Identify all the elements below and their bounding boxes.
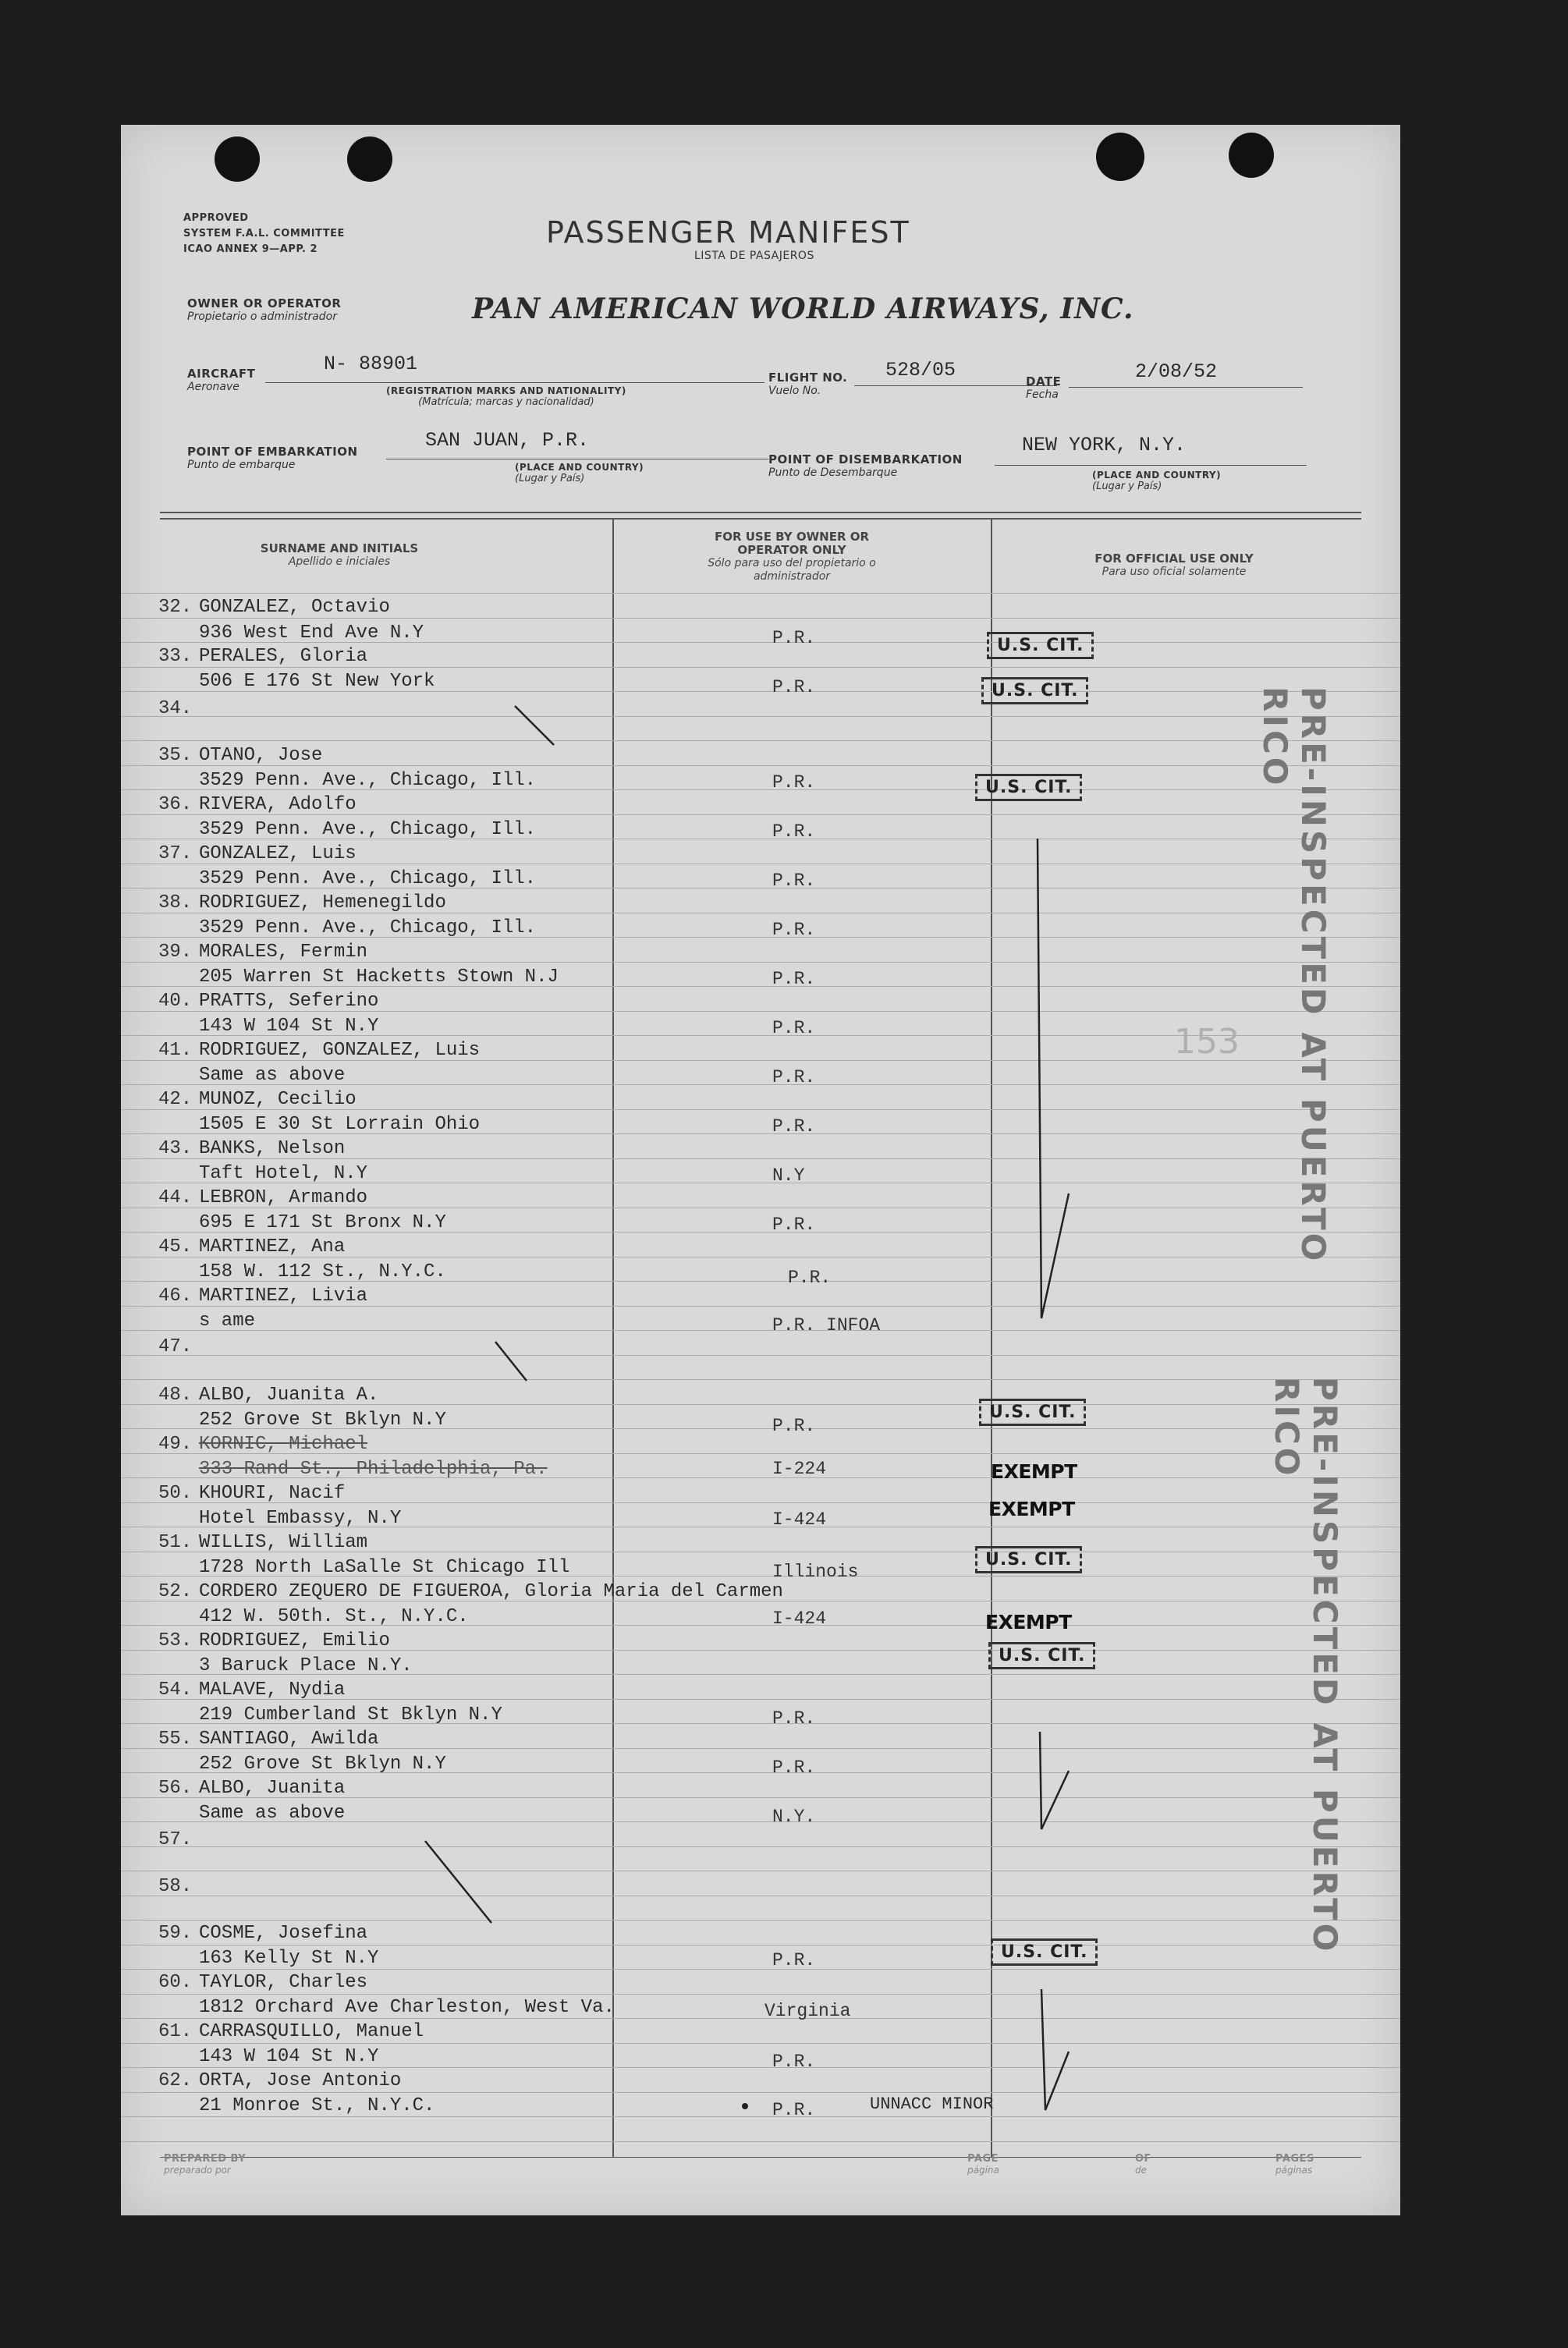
approval-line-1: APPROVED	[183, 212, 249, 224]
owner-note: P.R.	[772, 2052, 816, 2072]
col-header-surname-es: Apellido e iniciales	[288, 555, 391, 568]
ruled-line	[121, 1846, 1400, 1847]
page-title: PASSENGER MANIFEST	[546, 215, 910, 250]
ruled-line	[121, 618, 1400, 619]
passenger-name: MARTINEZ, Livia	[199, 1286, 368, 1307]
embark-label-es: Punto de embarque	[187, 459, 296, 471]
col-header-official	[1065, 552, 1283, 579]
col-header-official-es: Para uso oficial solamente	[1102, 566, 1247, 578]
exempt-stamp: EXEMPT	[988, 1498, 1075, 1520]
col-header-owner-text: FOR USE BY OWNER OR OPERATOR ONLY	[714, 530, 870, 557]
passenger-name: CARRASQUILLO, Manuel	[199, 2021, 424, 2042]
passenger-name: TAYLOR, Charles	[199, 1972, 368, 1993]
owner-note: P.R.	[772, 1950, 816, 1970]
embark-place-note-text: (PLACE AND COUNTRY)	[515, 462, 644, 473]
passenger-address: 695 E 171 St Bronx N.Y	[199, 1212, 446, 1233]
col-header-surname-text: SURNAME AND INITIALS	[260, 541, 419, 555]
owner-note: P.R.	[772, 920, 816, 940]
owner-note: P.R.	[772, 871, 816, 891]
ruled-line	[121, 740, 1400, 741]
passenger-address: 506 E 176 St New York	[199, 671, 435, 692]
ruled-line	[121, 716, 1400, 717]
row-number: 59.	[158, 1923, 193, 1944]
ruled-line	[121, 1969, 1400, 1970]
row-number: 37.	[158, 843, 193, 864]
passenger-name: COSME, Josefina	[199, 1923, 368, 1944]
row-number: 47.	[158, 1336, 193, 1357]
embark-label-text: POINT OF EMBARKATION	[187, 445, 358, 459]
passenger-name: MORALES, Fermin	[199, 942, 368, 963]
header-rule-bottom	[160, 518, 1361, 520]
of-label	[1135, 2153, 1151, 2176]
passenger-name: LEBRON, Armando	[199, 1187, 368, 1208]
row-number: 50.	[158, 1483, 193, 1504]
row-number: 55.	[158, 1729, 193, 1750]
passenger-address: 252 Grove St Bklyn N.Y	[199, 1410, 446, 1431]
aircraft-label	[187, 367, 255, 393]
owner-note: P.R.	[772, 1215, 816, 1235]
registration-note-text: (REGISTRATION MARKS AND NATIONALITY)	[386, 385, 626, 396]
row-number: 36.	[158, 794, 193, 815]
us-cit-stamp: U.S. CIT.	[988, 1642, 1095, 1669]
passenger-name: OTANO, Jose	[199, 745, 323, 766]
owner-note: I-224	[772, 1459, 827, 1479]
us-cit-stamp: U.S. CIT.	[991, 1938, 1098, 1966]
passenger-name: MUNOZ, Cecilio	[199, 1089, 357, 1110]
owner-label	[187, 296, 341, 323]
slash-mark	[425, 1841, 491, 1923]
row-number: 53.	[158, 1630, 193, 1651]
row-number: 56.	[158, 1778, 193, 1799]
aircraft-value: N- 88901	[324, 353, 418, 375]
owner-note: I-424	[772, 1509, 827, 1530]
disembark-place-note	[1092, 470, 1221, 492]
owner-note: P.R.	[772, 1018, 816, 1038]
punch-hole	[1096, 133, 1144, 181]
row-number: 60.	[158, 1972, 193, 1993]
of-label-es: de	[1135, 2165, 1147, 2176]
registration-note	[386, 385, 626, 408]
owner-label-es: Propietario o administrador	[187, 310, 337, 323]
ruled-line	[121, 1355, 1400, 1356]
row-number: 54.	[158, 1679, 193, 1701]
row-number: 52.	[158, 1581, 193, 1602]
row-number: 35.	[158, 745, 193, 766]
row-number: 41.	[158, 1040, 193, 1061]
disembark-place-note-es: (Lugar y País)	[1092, 481, 1162, 492]
embark-label	[187, 445, 358, 471]
row-number: 49.	[158, 1434, 193, 1455]
passenger-address: s ame	[199, 1311, 256, 1332]
date-line	[1069, 387, 1303, 388]
pre-inspected-stamp: PRE-INSPECTED AT PUERTO RICO	[1256, 686, 1332, 1264]
ruled-line	[121, 593, 1400, 594]
check-mark	[1040, 1732, 1069, 1829]
col-header-owner	[702, 530, 882, 583]
passenger-address: 3529 Penn. Ave., Chicago, Ill.	[199, 917, 537, 938]
flight-label-es: Vuelo No.	[768, 385, 821, 397]
passenger-address: 143 W 104 St N.Y	[199, 2046, 379, 2067]
passenger-address: 158 W. 112 St., N.Y.C.	[199, 1261, 446, 1282]
disembark-value: NEW YORK, N.Y.	[1022, 434, 1187, 456]
passenger-name: ALBO, Juanita	[199, 1778, 346, 1799]
passenger-address: 1812 Orchard Ave Charleston, West Va.	[199, 1997, 615, 2018]
passenger-name: ALBO, Juanita A.	[199, 1385, 379, 1406]
passenger-name: BANKS, Nelson	[199, 1138, 346, 1159]
passenger-address: 333 Rand St., Philadelphia, Pa.	[199, 1459, 548, 1480]
us-cit-stamp: U.S. CIT.	[975, 1546, 1082, 1573]
passenger-name: KORNIC, Michael	[199, 1434, 368, 1455]
row-number: 48.	[158, 1385, 193, 1406]
row-number: 51.	[158, 1532, 193, 1553]
punch-hole	[347, 137, 392, 182]
passenger-address: 3529 Penn. Ave., Chicago, Ill.	[199, 868, 537, 889]
passenger-name: SANTIAGO, Awilda	[199, 1729, 379, 1750]
passenger-address: Taft Hotel, N.Y	[199, 1163, 368, 1184]
us-cit-stamp: U.S. CIT.	[975, 774, 1082, 801]
ruled-line	[121, 2116, 1400, 2117]
passenger-name: GONZALEZ, Luis	[199, 843, 357, 864]
owner-note: P.R.	[772, 772, 816, 793]
faint-page-number: 153	[1174, 1022, 1240, 1062]
passenger-name: WILLIS, William	[199, 1532, 368, 1553]
ruled-line	[121, 2043, 1400, 2044]
slash-mark	[515, 706, 554, 745]
owner-note: P.R.	[772, 2100, 816, 2120]
owner-note: P.R.	[772, 1757, 816, 1778]
row-number: 32.	[158, 597, 193, 618]
passenger-address: 412 W. 50th. St., N.Y.C.	[199, 1606, 469, 1627]
of-label-text: OF	[1135, 2153, 1151, 2165]
approval-line-2: SYSTEM F.A.L. COMMITTEE	[183, 228, 345, 239]
column-rule-2	[991, 519, 992, 2157]
passenger-address: 163 Kelly St N.Y	[199, 1948, 379, 1969]
punch-hole	[215, 137, 260, 182]
row-number: 40.	[158, 991, 193, 1012]
date-label-es: Fecha	[1026, 388, 1059, 401]
owner-note: P.R. INFOA	[772, 1315, 881, 1335]
passenger-name: CORDERO ZEQUERO DE FIGUEROA, Gloria Maria del Carmen	[199, 1581, 783, 1602]
ruled-line	[121, 667, 1400, 668]
flight-label-text: FLIGHT NO.	[768, 371, 848, 385]
col-header-surname	[215, 542, 464, 569]
owner-note: P.R.	[788, 1268, 832, 1288]
page-label-text: PAGE	[967, 2153, 999, 2165]
us-cit-stamp: U.S. CIT.	[979, 1399, 1086, 1426]
aircraft-line	[265, 382, 764, 383]
disembark-label	[768, 452, 963, 479]
owner-note: N.Y.	[772, 1807, 816, 1827]
row-number: 38.	[158, 892, 193, 913]
row-number: 43.	[158, 1138, 193, 1159]
ruled-line	[121, 2092, 1400, 2093]
row-number: 57.	[158, 1829, 193, 1850]
row-number: 44.	[158, 1187, 193, 1208]
owner-note: P.R.	[772, 969, 816, 989]
disembark-line	[995, 465, 1307, 466]
passenger-address: Same as above	[199, 1065, 346, 1086]
disembark-label-es: Punto de Desembarque	[768, 466, 898, 479]
flight-value: 528/05	[885, 359, 956, 381]
passenger-address: 205 Warren St Hacketts Stown N.J	[199, 967, 559, 988]
passenger-name: PERALES, Gloria	[199, 646, 368, 667]
row-number: 39.	[158, 942, 193, 963]
passenger-address: 1728 North LaSalle St Chicago Ill	[199, 1557, 570, 1578]
page-label-es: página	[967, 2165, 999, 2176]
ruled-line	[121, 1994, 1400, 1995]
embark-value: SAN JUAN, P.R.	[425, 429, 590, 452]
pages-label-es: páginas	[1275, 2165, 1313, 2176]
passenger-name: GONZALEZ, Octavio	[199, 597, 390, 618]
us-cit-stamp: U.S. CIT.	[987, 632, 1094, 659]
owner-value: PAN AMERICAN WORLD AIRWAYS, INC.	[472, 293, 1134, 325]
passenger-address: 3529 Penn. Ave., Chicago, Ill.	[199, 770, 537, 791]
owner-note: P.R.	[772, 1116, 816, 1137]
passenger-address: 143 W 104 St N.Y	[199, 1016, 379, 1037]
row-number: 42.	[158, 1089, 193, 1110]
row-number: 61.	[158, 2021, 193, 2042]
exempt-stamp: EXEMPT	[985, 1611, 1072, 1633]
header-rule-top	[160, 512, 1361, 513]
prepared-by-label	[164, 2153, 246, 2176]
owner-note: N.Y	[772, 1165, 805, 1186]
column-rule-1	[612, 519, 614, 2157]
flight-label	[768, 371, 847, 397]
owner-note: P.R.	[772, 628, 816, 648]
disembark-place-note-text: (PLACE AND COUNTRY)	[1092, 470, 1222, 481]
exempt-stamp: EXEMPT	[991, 1460, 1077, 1483]
slash-mark	[495, 1342, 527, 1381]
owner-note: Virginia	[764, 2001, 851, 2021]
registration-note-es: (Matrícula; marcas y nacionalidad)	[418, 396, 594, 408]
us-cit-stamp: U.S. CIT.	[981, 677, 1088, 704]
embark-place-note	[515, 462, 644, 484]
prepared-by-es: preparado por	[164, 2165, 231, 2176]
pre-inspected-stamp: PRE-INSPECTED AT PUERTO RICO	[1268, 1377, 1344, 1955]
punch-hole	[1229, 133, 1274, 178]
manifest-sheet	[121, 125, 1400, 2215]
prepared-by-text: PREPARED BY	[164, 2153, 247, 2165]
owner-note: I-424	[772, 1608, 827, 1629]
owner-note: Illinois	[772, 1562, 859, 1582]
page-subtitle: LISTA DE PASAJEROS	[694, 250, 814, 262]
passenger-address: 3529 Penn. Ave., Chicago, Ill.	[199, 819, 537, 840]
page-label	[967, 2153, 999, 2176]
ruled-line	[121, 2018, 1400, 2019]
passenger-address: 21 Monroe St., N.Y.C.	[199, 2095, 435, 2116]
ruled-line	[121, 2067, 1400, 2068]
passenger-address: Hotel Embassy, N.Y	[199, 1508, 402, 1529]
embark-place-note-es: (Lugar y País)	[515, 473, 585, 484]
owner-note: P.R.	[772, 1416, 816, 1436]
col-header-official-text: FOR OFFICIAL USE ONLY	[1094, 552, 1254, 566]
date-label-text: DATE	[1026, 374, 1062, 388]
row-number: 34.	[158, 698, 193, 719]
passenger-address: 936 West End Ave N.Y	[199, 622, 424, 644]
passenger-address: 1505 E 30 St Lorrain Ohio	[199, 1114, 481, 1135]
row-number: 58.	[158, 1876, 193, 1897]
passenger-address: Same as above	[199, 1803, 346, 1824]
owner-note: P.R.	[772, 1067, 816, 1087]
date-label	[1026, 374, 1061, 401]
passenger-name: RODRIGUEZ, GONZALEZ, Luis	[199, 1040, 481, 1061]
approval-line-3: ICAO ANNEX 9—APP. 2	[183, 243, 318, 255]
owner-label-text: OWNER OR OPERATOR	[187, 296, 342, 310]
pages-label-text: PAGES	[1275, 2153, 1314, 2165]
passenger-address: 3 Baruck Place N.Y.	[199, 1655, 413, 1676]
row-number: 45.	[158, 1236, 193, 1257]
ruled-line	[121, 2141, 1400, 2142]
owner-note: P.R.	[772, 677, 816, 697]
check-mark	[1038, 839, 1069, 1318]
passenger-address: 252 Grove St Bklyn N.Y	[199, 1754, 446, 1775]
aircraft-label-text: AIRCRAFT	[187, 367, 256, 381]
pages-label	[1275, 2153, 1314, 2176]
disembark-label-text: POINT OF DISEMBARKATION	[768, 452, 963, 466]
owner-note: P.R.	[772, 1708, 816, 1729]
passenger-name: ORTA, Jose Antonio	[199, 2070, 402, 2091]
passenger-name: PRATTS, Seferino	[199, 991, 379, 1012]
passenger-address: 219 Cumberland St Bklyn N.Y	[199, 1704, 502, 1726]
ink-dot	[742, 2103, 748, 2109]
passenger-name: RODRIGUEZ, Emilio	[199, 1630, 390, 1651]
row-number: 46.	[158, 1286, 193, 1307]
passenger-name: MARTINEZ, Ana	[199, 1236, 346, 1257]
ruled-line	[121, 1330, 1400, 1331]
passenger-name: MALAVE, Nydia	[199, 1679, 346, 1701]
owner-note: P.R.	[772, 821, 816, 842]
row-number: 62.	[158, 2070, 193, 2091]
passenger-name: KHOURI, Nacif	[199, 1483, 346, 1504]
table-bottom-rule	[160, 2157, 1361, 2158]
date-value: 2/08/52	[1135, 360, 1218, 383]
col-header-owner-es: Sólo para uso del propietario o administrador	[708, 557, 876, 583]
unaccompanied-minor-note: UNNACC MINOR	[870, 2094, 994, 2114]
row-number: 33.	[158, 646, 193, 667]
ruled-line	[121, 1379, 1400, 1380]
ruled-line	[121, 1920, 1400, 1921]
aircraft-label-es: Aeronave	[187, 381, 239, 393]
passenger-name: RODRIGUEZ, Hemenegildo	[199, 892, 446, 913]
passenger-name: RIVERA, Adolfo	[199, 794, 357, 815]
